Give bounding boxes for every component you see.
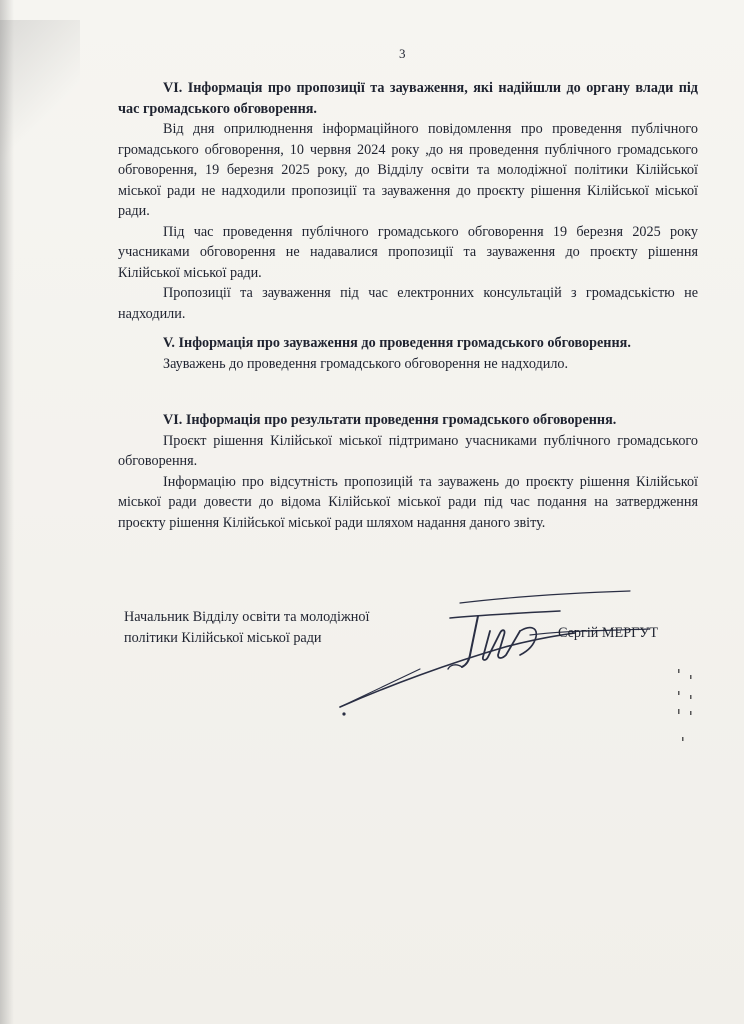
paragraph: Пропозиції та зауваження під час електронних консультацій з громадськістю не надходили. — [118, 285, 698, 322]
paragraph: Зауважень до проведення громадського обговорення не надходило. — [163, 355, 569, 372]
scan-specks — [676, 665, 696, 745]
position-line: Начальник Відділу освіти та молодіжної — [124, 609, 370, 625]
signatory-name: Сергій МЕРГУТ — [558, 625, 659, 641]
section-heading: V. Інформація про зауваження до проведення громадського обговорення. — [163, 335, 631, 351]
section-heading: VI. Інформація про результати проведення громадського обговорення. — [163, 412, 617, 428]
section-remarks — [118, 333, 698, 374]
paragraph: Інформацію про відсутність пропозицій та зауважень до проєкту рішення Кілійської міської ради довести до відома Кілійської міської ради під час подання на затвердження проєкту рішення Кілійської міської ради шляхом надання даного звіту. — [118, 473, 698, 531]
section-results — [118, 410, 698, 533]
paragraph: Проєкт рішення Кілійської міської підтримано учасниками публічного громадського обговорення. — [118, 432, 698, 469]
page-number: 3 — [399, 46, 406, 61]
section-proposals — [118, 78, 698, 324]
paragraph: Під час проведення публічного громадського обговорення 19 березня 2025 року учасниками обговорення не надавалися пропозиції та зауваження до проєкту рішення Кілійської міської ради. — [118, 223, 698, 281]
handwritten-signature — [330, 585, 650, 725]
position-line: політики Кілійської міської ради — [124, 629, 322, 646]
scan-corner-shadow — [0, 20, 80, 180]
section-heading: VI. Інформація про пропозиції та зауваження, які надійшли до органу влади під час громадського обговорення. — [118, 80, 698, 117]
paragraph: Від дня оприлюднення інформаційного повідомлення про проведення публічного громадського обговорення, 10 червня 2024 року ,до ня проведення публічного громадського обговорення, 19 березня 2025 року, до Відділу освіти та молодіжної політики Кілійської міської ради не надходили пропозиції та зауваження до проєкту рішення Кілійської міської ради. — [118, 121, 698, 219]
